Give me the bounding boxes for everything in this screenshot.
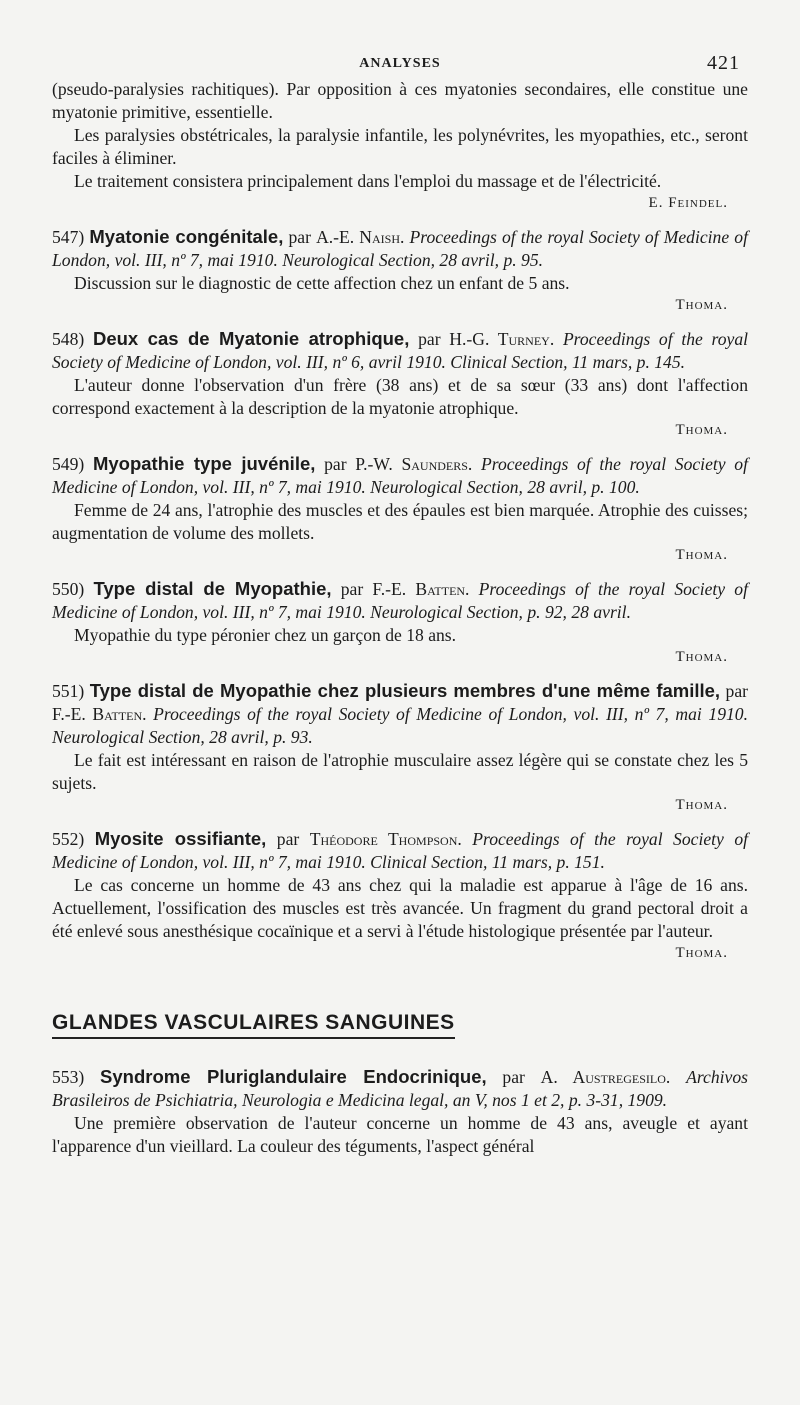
- intro-paragraph: Le traitement consistera principalement dans l'emploi du massage et de l'électricité.: [74, 171, 662, 191]
- entry-source: Proceedings of the royal Society of Medicine of London, vol. III, nº 7, mai 1910. Neurological Section, 28 avril, p. 93.: [52, 704, 748, 747]
- abstract-entry: [52, 1065, 748, 1158]
- signature: Thoma.: [675, 547, 728, 563]
- entry-number: 548): [52, 329, 85, 349]
- entry-author: Théodore Thompson.: [309, 829, 462, 849]
- entry-number: 550): [52, 579, 85, 599]
- abstract-entry: [52, 327, 748, 440]
- entry-heading: [52, 827, 748, 874]
- entry-heading: [52, 452, 748, 499]
- entry-source: Proceedings of the royal Society of Medicine of London, vol. III, nº 7, mai 1910. Neurological Section, p. 92, 28 avril.: [52, 579, 748, 622]
- entry-by: par: [502, 1067, 525, 1087]
- intro-paragraph: Les paralysies obstétricales, la paralysie infantile, les polynévrites, les myopathies, etc., seront faciles à éliminer.: [52, 125, 748, 168]
- entry-by: par: [725, 681, 748, 701]
- running-title: ANALYSES: [359, 56, 441, 71]
- entry-author: F.-E. Batten.: [372, 579, 470, 599]
- signature: Thoma.: [675, 797, 728, 813]
- entry-number: 552): [52, 829, 85, 849]
- entry-body: Une première observation de l'auteur concerne un homme de 43 ans, aveugle et ayant l'apparence d'un vieillard. La couleur des téguments, l'aspect général: [52, 1113, 748, 1156]
- intro-paragraph: (pseudo-paralysies rachitiques). Par opposition à ces myatonies secondaires, elle constitue une myatonie primitive, essentielle.: [52, 79, 748, 122]
- entry-by: par: [418, 329, 441, 349]
- abstract-entry: [52, 225, 748, 315]
- entry-body: Le cas concerne un homme de 43 ans chez qui la maladie est apparue à l'âge de 16 ans. Actuellement, l'ossification des muscles est très avancée. Un fragment du grand pectoral droit a été enlevé sous anesthésique cocaïnique et a servi à l'étude histologique présentée par l'auteur.: [52, 875, 748, 941]
- entry-title: Myopathie type juvénile,: [92, 453, 316, 474]
- signature: Thoma.: [675, 297, 728, 313]
- entry-number: 549): [52, 454, 85, 474]
- entry-source: Proceedings of the royal Society of Medicine of London, vol. III, nº 7, mai 1910. Neurological Section, 28 avril, p. 95.: [52, 227, 748, 270]
- entry-source: Archivos Brasileiros de Psichiatria, Neurologia e Medicina legal, an V, nos 1 et 2, p. 3-31, 1909.: [52, 1067, 748, 1110]
- entry-body: L'auteur donne l'observation d'un frère (38 ans) et de sa sœur (33 ans) dont l'affection correspond exactement à la description de la myatonie atrophique.: [52, 375, 748, 418]
- signature: Thoma.: [675, 422, 728, 438]
- entry-body: Femme de 24 ans, l'atrophie des muscles et des épaules est bien marquée. Atrophie des cuisses; augmentation de volume des mollets.: [52, 500, 748, 543]
- entry-source: Proceedings of the royal Society of Medicine of London, vol. III, nº 7, mai 1910. Clinical Section, 11 mars, p. 151.: [52, 829, 749, 872]
- entry-body: Le fait est intéressant en raison de l'atrophie musculaire assez légère qui se constate chez les 5 sujets.: [52, 750, 748, 793]
- entry-source: Proceedings of the royal Society of Medicine of London, vol. III, nº 7, mai 1910. Neurological Section, 28 avril, p. 100.: [52, 454, 748, 497]
- entry-title: Type distal de Myopathie chez plusieurs membres d'une même famille,: [89, 680, 721, 701]
- entry-heading: [52, 679, 748, 749]
- entry-author: P.-W. Saunders.: [355, 454, 473, 474]
- entry-title: Myatonie congénitale,: [89, 226, 284, 247]
- entry-by: par: [276, 829, 300, 849]
- entry-by: par: [324, 454, 347, 474]
- entry-by: par: [340, 579, 364, 599]
- entry-source: Proceedings of the royal Society of Medicine of London, vol. III, nº 6, avril 1910. Clinical Section, 11 mars, p. 145.: [52, 329, 749, 372]
- entry-heading: [52, 225, 748, 272]
- signature: Thoma.: [675, 945, 728, 961]
- signature: E. Feindel.: [648, 195, 728, 211]
- entry-author: A.-E. Naish.: [316, 227, 405, 247]
- entry-heading: [52, 327, 748, 374]
- entry-author: F.-E. Batten.: [52, 704, 147, 724]
- entry-number: 553): [52, 1067, 85, 1087]
- page-number: 421: [707, 52, 740, 74]
- entry-author: H.-G. Turney.: [449, 329, 555, 349]
- entry-body: Myopathie du type péronier chez un garçon de 18 ans.: [74, 625, 457, 645]
- abstract-entry: [52, 827, 748, 963]
- entry-title: Myosite ossifiante,: [94, 828, 267, 849]
- abstract-entry: [52, 679, 748, 815]
- entry-by: par: [288, 227, 311, 247]
- section-heading: GLANDES VASCULAIRES SANGUINES: [52, 1011, 455, 1039]
- entry-heading: [52, 1065, 748, 1112]
- entry-number: 551): [52, 681, 85, 701]
- entry-title: Type distal de Myopathie,: [93, 578, 332, 599]
- abstract-entry: [52, 577, 748, 667]
- entry-title: Deux cas de Myatonie atrophique,: [92, 328, 410, 349]
- entry-body: Discussion sur le diagnostic de cette affection chez un enfant de 5 ans.: [74, 273, 570, 293]
- entry-author: A. Austregesilo.: [540, 1067, 671, 1087]
- entry-title: Syndrome Pluriglandulaire Endocrinique,: [100, 1066, 487, 1087]
- entry-number: 547): [52, 227, 85, 247]
- intro-block: [52, 78, 748, 213]
- signature: Thoma.: [675, 649, 728, 665]
- abstract-entry: [52, 452, 748, 565]
- running-head: [52, 52, 748, 78]
- entry-heading: [52, 577, 748, 624]
